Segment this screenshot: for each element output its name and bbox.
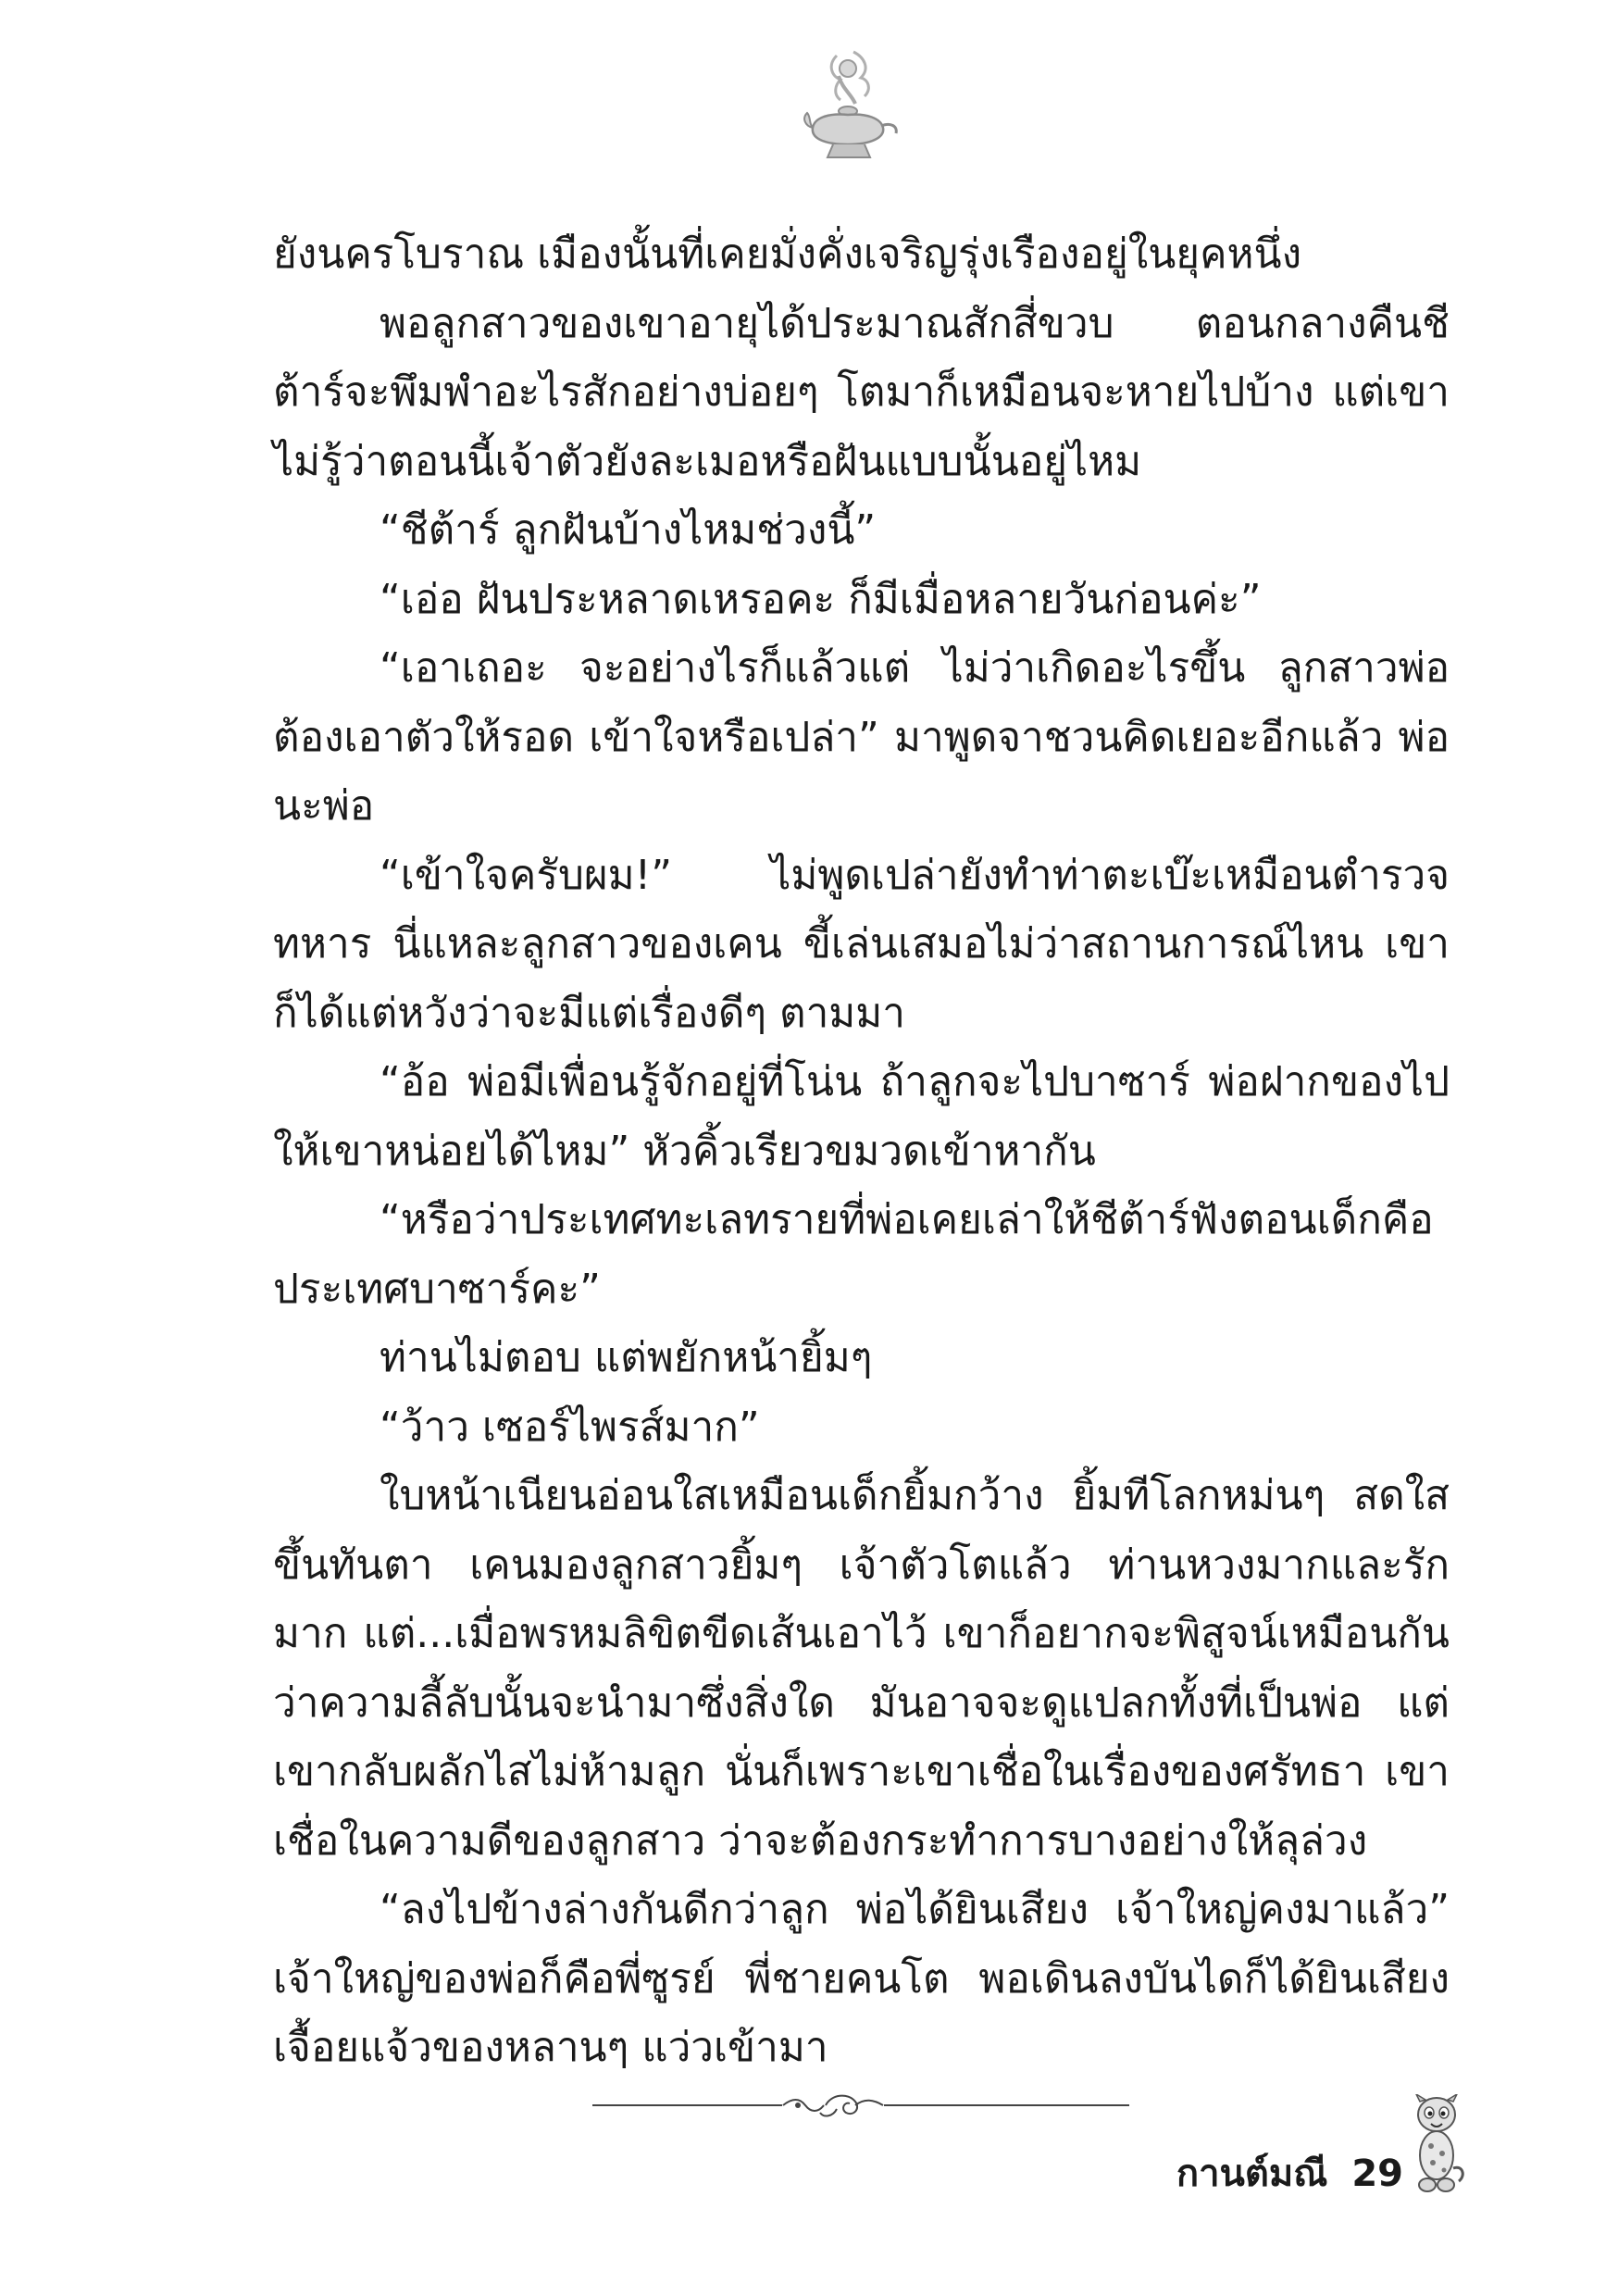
page-number: 29 bbox=[1351, 2152, 1403, 2195]
genie-lamp-icon bbox=[800, 48, 902, 168]
body-text bbox=[273, 220, 1450, 2083]
paragraph: “เอาเถอะ จะอย่างไรก็แล้วแต่ ไม่ว่าเกิดอะไรขึ้น ลูกสาวพ่อต้องเอาตัวให้รอด เข้าใจหรือเปล่า” มาพูดจาชวนคิดเยอะอีกแล้ว พ่อนะพ่อ bbox=[273, 644, 1450, 830]
paragraph: “เข้าใจครับผม!” ไม่พูดเปล่ายังทำท่าตะเบ๊ะเหมือนตำรวจทหาร นี่แหละลูกสาวของเคน ขี้เล่นเสมอไม่ว่าสถานการณ์ไหน เขาก็ได้แต่หวังว่าจะมีแต่เรื่องดีๆ ตามมา bbox=[273, 851, 1450, 1037]
paragraph: “ว้าว เซอร์ไพรส์มาก” bbox=[380, 1403, 760, 1451]
book-title: กานต์มณี bbox=[1176, 2152, 1328, 2195]
footer-divider-line bbox=[884, 2104, 1129, 2106]
paragraph: “ชีต้าร์ ลูกฝันบ้างไหมช่วงนี้” bbox=[380, 506, 877, 554]
paragraph: ท่านไม่ตอบ แต่พยักหน้ายิ้มๆ bbox=[380, 1334, 873, 1381]
running-footer bbox=[1176, 2143, 1403, 2202]
cheetah-mascot-icon bbox=[1405, 2094, 1468, 2198]
paragraph: “อ้อ พ่อมีเพื่อนรู้จักอยู่ที่โน่น ถ้าลูกจะไปบาซาร์ พ่อฝากของไปให้เขาหน่อยได้ไหม” หัวคิ้วเรียวขมวดเข้าหากัน bbox=[273, 1058, 1450, 1175]
paragraph: ยังนครโบราณ เมืองนั้นที่เคยมั่งคั่งเจริญรุ่งเรืองอยู่ในยุคหนึ่ง bbox=[273, 231, 1302, 278]
flourish-divider-icon bbox=[779, 2089, 887, 2122]
paragraph: พอลูกสาวของเขาอายุได้ประมาณสักสี่ขวบ ตอนกลางคืนชีต้าร์จะพึมพำอะไรสักอย่างบ่อยๆ โตมาก็เหมือนจะหายไปบ้าง แต่เขาไม่รู้ว่าตอนนี้เจ้าตัวยังละเมอหรือฝันแบบนั้นอยู่ไหม bbox=[273, 299, 1450, 485]
paragraph: “ลงไปข้างล่างกันดีกว่าลูก พ่อได้ยินเสียง เจ้าใหญ่คงมาแล้ว” เจ้าใหญ่ของพ่อก็คือพี่ซูรย์ พี่ชายคนโต พอเดินลงบันไดก็ได้ยินเสียงเจื้อยแจ้วของหลานๆ แว่วเข้ามา bbox=[273, 1886, 1450, 2071]
paragraph: “เอ่อ ฝันประหลาดเหรอคะ ก็มีเมื่อหลายวันก่อนค่ะ” bbox=[380, 575, 1262, 623]
footer-divider-line bbox=[592, 2104, 782, 2106]
paragraph: “หรือว่าประเทศทะเลทรายที่พ่อเคยเล่าให้ชีต้าร์ฟังตอนเด็กคือประเทศบาซาร์คะ” bbox=[273, 1196, 1434, 1313]
paragraph: ใบหน้าเนียนอ่อนใสเหมือนเด็กยิ้มกว้าง ยิ้มทีโลกหม่นๆ สดใสขึ้นทันตา เคนมองลูกสาวยิ้มๆ เจ้าตัวโตแล้ว ท่านหวงมากและรักมาก แต่...เมื่อพรหมลิขิตขีดเส้นเอาไว้ เขาก็อยากจะพิสูจน์เหมือนกันว่าความลี้ลับนั้นจะนำมาซึ่งสิ่งใด มันอาจจะดูแปลกทั้งที่เป็นพ่อ แต่เขากลับผลักไสไม่ห้ามลูก นั่นก็เพราะเขาเชื่อในเรื่องของศรัทธา เขาเชื่อในความดีของลูกสาว ว่าจะต้องกระทำการบางอย่างให้ลุล่วง bbox=[273, 1472, 1450, 1865]
